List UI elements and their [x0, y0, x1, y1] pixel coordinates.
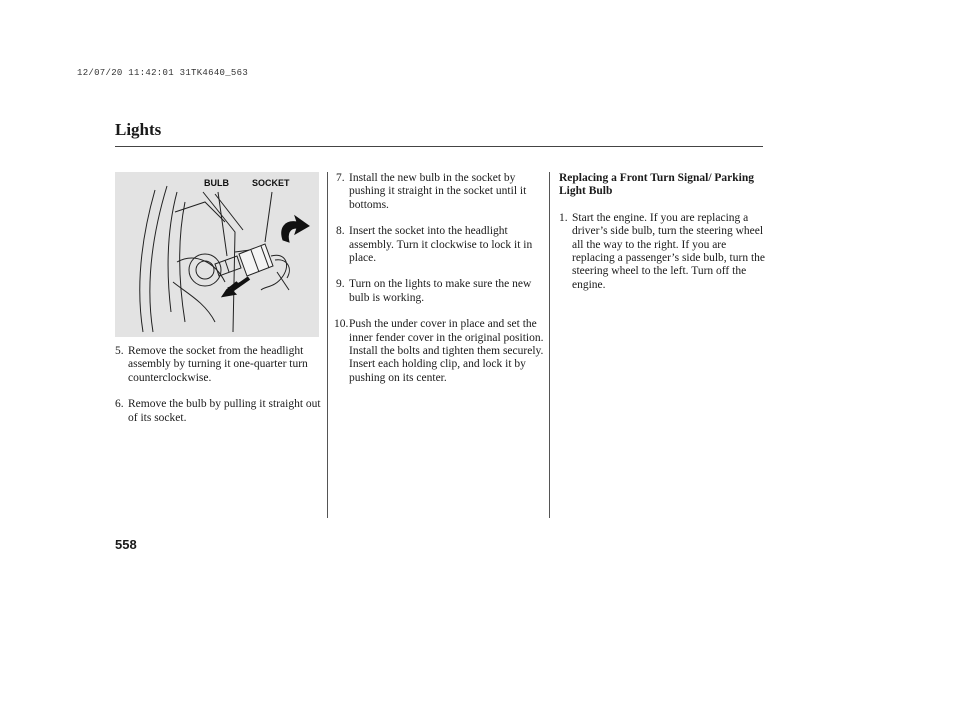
step-number: 5.	[115, 345, 124, 357]
list-item	[334, 318, 544, 385]
step-text: Install the new bulb in the socket by pushing it straight in the socket until it bottoms.	[349, 172, 527, 211]
list-item	[336, 225, 544, 265]
bulb-label: BULB	[204, 178, 229, 188]
list-item	[115, 345, 325, 385]
step-text: Start the engine. If you are replacing a driver’s side bulb, turn the steering wheel all the way to the right. If you are replacing a passenger’s side bulb, turn the steering wheel to the left. Turn off the engine.	[572, 211, 765, 291]
rotate-arrow-icon	[282, 216, 309, 242]
step-text: Remove the bulb by pulling it straight out of its socket.	[128, 398, 321, 424]
step-text: Push the under cover in place and set the inner fender cover in the original position. Install the bolts and tighten them securely. Insert each holding clip, and lock it by pushing on its center.	[349, 318, 544, 384]
step-number: 6.	[115, 398, 124, 411]
page-number: 558	[115, 537, 137, 552]
bulb-socket-illustration	[115, 172, 319, 337]
step-number: 1.	[559, 211, 568, 224]
socket-label: SOCKET	[252, 178, 290, 188]
step-number: 9.	[336, 278, 345, 291]
print-stamp: 12/07/20 11:42:01 31TK4640_563	[77, 68, 249, 78]
column-2	[336, 172, 544, 398]
column-1	[115, 345, 325, 438]
list-item	[336, 278, 544, 305]
list-item	[559, 212, 765, 292]
step-text: Turn on the lights to make sure the new bulb is working.	[349, 278, 532, 304]
illustration-drawing	[115, 172, 319, 337]
column-3	[559, 172, 765, 305]
step-text: Remove the socket from the headlight assembly by turning it one-quarter turn counterclockwise.	[128, 345, 308, 384]
section-heading: Replacing a Front Turn Signal/ Parking Light Bulb	[559, 172, 755, 198]
step-text: Insert the socket into the headlight assembly. Turn it clockwise to lock it in place.	[349, 225, 533, 265]
step-number: 10.	[334, 318, 349, 331]
title-rule	[115, 146, 763, 147]
page-title: Lights	[115, 120, 162, 139]
step-number: 8.	[336, 225, 345, 238]
column-divider	[327, 172, 328, 518]
step-number: 7.	[336, 172, 345, 184]
column-divider	[549, 172, 550, 518]
list-item	[115, 398, 325, 425]
list-item	[336, 172, 544, 212]
